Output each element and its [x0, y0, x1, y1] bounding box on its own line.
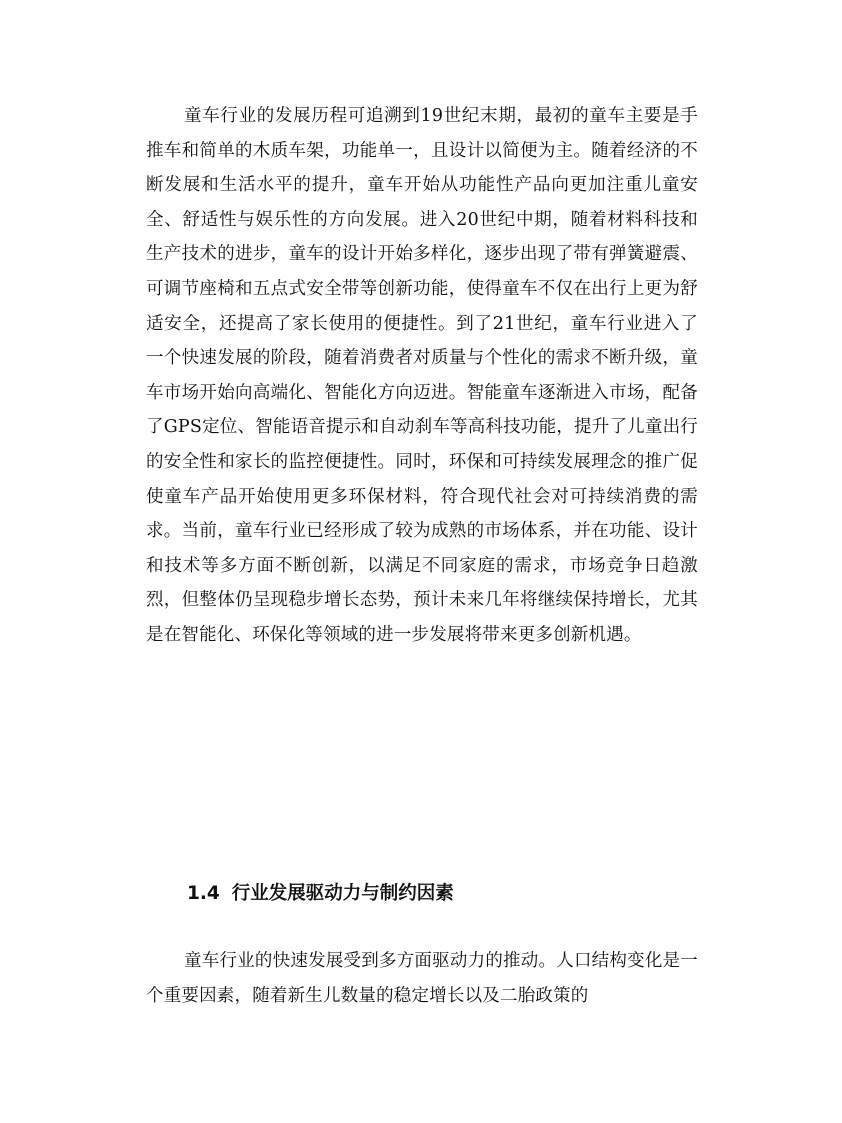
body-paragraph-history: 童车行业的发展历程可追溯到19世纪末期，最初的童车主要是手推车和简单的木质车架，功能单一，且设计以简便为主。随着经济的不断发展和生活水平的提升，童车开始从功能性产品向更加注重儿童安全、舒适性与娱乐性的方向发展。进入20世纪中期，随着材料科技和生产技术的进步，童车的设计开始多样化，逐步出现了带有弹簧避震、可调节座椅和五点式安全带等创新功能，使得童车不仅在出行上更为舒适安全，还提高了家长使用的便捷性。到了21世纪，童车行业进入了一个快速发展的阶段，随着消费者对质量与个性化的需求不断升级，童车市场开始向高端化、智能化方向迈进。智能童车逐渐进入市场，配备了GPS定位、智能语音提示和自动刹车等高科技功能，提升了儿童出行的安全性和家长的监控便捷性。同时，环保和可持续发展理念的推广促使童车产品开始使用更多环保材料，符合现代社会对可持续消费的需求。当前，童车行业已经形成了较为成熟的市场体系，并在功能、设计和技术等多方面不断创新，以满足不同家庭的需求，市场竞争日趋激烈，但整体仍呈现稳步增长态势，预计未来几年将继续保持增长，尤其是在智能化、环保化等领域的进一步发展将带来更多创新机遇。 [146, 106, 698, 645]
body-paragraph-drivers: 童车行业的快速发展受到多方面驱动力的推动。人口结构变化是一个重要因素，随着新生儿数量的稳定增长以及二胎政策的 [146, 951, 698, 1006]
section-title: 行业发展驱动力与制约因素 [231, 883, 454, 904]
section-number: 1.4 [187, 883, 220, 904]
section-heading [187, 881, 454, 907]
